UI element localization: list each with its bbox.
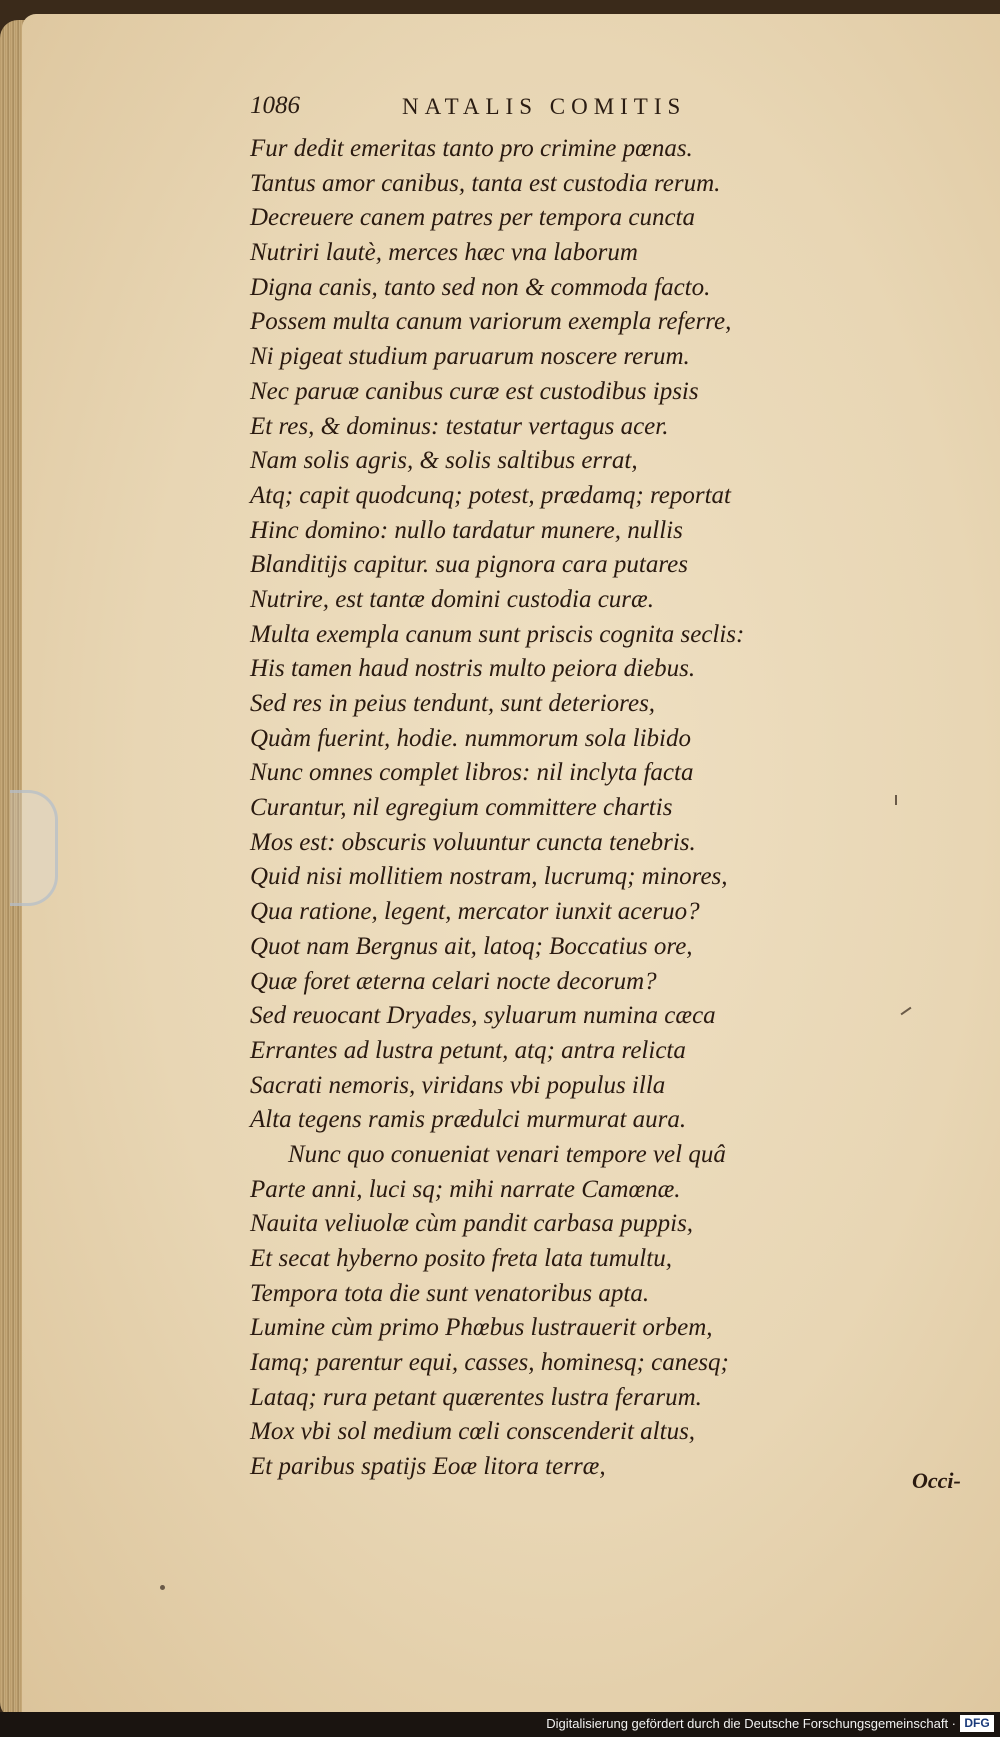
verse-line: Digna canis, tanto sed non & commoda facto.	[250, 273, 711, 301]
running-head: NATALIS COMITIS	[402, 94, 687, 119]
verse-line: Quid nisi mollitiem nostram, lucrumq; minores,	[250, 863, 728, 891]
verse-line: Atq; capit quodcunq; potest, prædamq; reportat	[250, 481, 731, 509]
verse-line: Quàm fuerint, hodie. nummorum sola libido	[250, 724, 691, 752]
verse-block	[250, 132, 810, 1485]
verse-line: Iamq; parentur equi, casses, hominesq; canesq;	[250, 1349, 729, 1377]
catchword: Occi-	[912, 1468, 961, 1493]
verse-line: Hinc domino: nullo tardatur munere, nullis	[250, 516, 683, 544]
verse-line: Et paribus spatijs Eoæ litora terræ,	[250, 1453, 606, 1481]
margin-mark	[895, 795, 897, 805]
verse-line: Et res, & dominus: testatur vertagus acer.	[250, 412, 669, 440]
verse-line: Curantur, nil egregium committere chartis	[250, 794, 673, 822]
verse-line: Nec paruæ canibus curæ est custodibus ipsis	[250, 377, 699, 405]
verse-line: Nauita veliuolæ cùm pandit carbasa puppis,	[250, 1210, 694, 1238]
verse-line: Mos est: obscuris voluuntur cuncta tenebris.	[250, 828, 696, 856]
digitization-credit: Digitalisierung gefördert durch die Deutsche Forschungsgemeinschaft ·	[546, 1716, 956, 1731]
ink-spot	[160, 1585, 165, 1590]
verse-line: Alta tegens ramis prædulci murmurat aura.	[250, 1106, 687, 1134]
verse-line: His tamen haud nostris multo peiora diebus.	[250, 655, 696, 683]
verse-line: Nam solis agris, & solis saltibus errat,	[250, 447, 638, 475]
verse-line: Multa exempla canum sunt priscis cognita seclis:	[250, 620, 745, 648]
verse-line: Fur dedit emeritas tanto pro crimine pœnas.	[250, 135, 693, 162]
verse-line: Nutrire, est tantæ domini custodia curæ.	[250, 585, 654, 613]
verse-line: Et secat hyberno posito freta lata tumultu,	[250, 1245, 672, 1272]
verse-line: Mox vbi sol medium cœli conscenderit altus,	[250, 1418, 696, 1446]
page-number: 1086	[250, 92, 300, 119]
verse-line: Sed res in peius tendunt, sunt deteriores,	[250, 690, 656, 717]
verse-line: Possem multa canum variorum exempla referre,	[250, 308, 732, 336]
verse-line: Lataq; rura petant quærentes lustra ferarum.	[250, 1383, 702, 1411]
verse-line: Parte anni, luci sq; mihi narrate Camœnæ.	[250, 1175, 681, 1203]
verse-line: Ni pigeat studium paruarum noscere rerum.	[250, 343, 690, 371]
dfg-logo: DFG	[960, 1715, 994, 1732]
verse-line: Nunc quo conueniat venari tempore vel quâ	[288, 1140, 726, 1168]
verse-line: Tantus amor canibus, tanta est custodia rerum.	[250, 169, 721, 197]
verse-line: Blanditijs capitur. sua pignora cara putares	[250, 551, 688, 579]
verse-line: Nutriri lautè, merces hæc vna laborum	[250, 239, 638, 267]
verse-line: Decreuere canem patres per tempora cuncta	[250, 204, 695, 232]
verse-line: Lumine cùm primo Phœbus lustrauerit orbem,	[250, 1314, 713, 1342]
verse-line: Errantes ad lustra petunt, atq; antra relicta	[250, 1036, 686, 1064]
verse-line: Quot nam Bergnus ait, latoq; Boccatius ore,	[250, 932, 693, 960]
verse-line: Quæ foret æterna celari nocte decorum?	[250, 967, 657, 995]
verse-line: Nunc omnes complet libros: nil inclyta facta	[250, 759, 694, 787]
verse-line: Qua ratione, legent, mercator iunxit aceruo?	[250, 898, 700, 926]
verse-line: Sed reuocant Dryades, syluarum numina cæca	[250, 1002, 716, 1030]
page-clip	[10, 790, 58, 906]
verse-line: Tempora tota die sunt venatoribus apta.	[250, 1279, 650, 1307]
verse-line: Sacrati nemoris, viridans vbi populus illa	[250, 1071, 666, 1099]
